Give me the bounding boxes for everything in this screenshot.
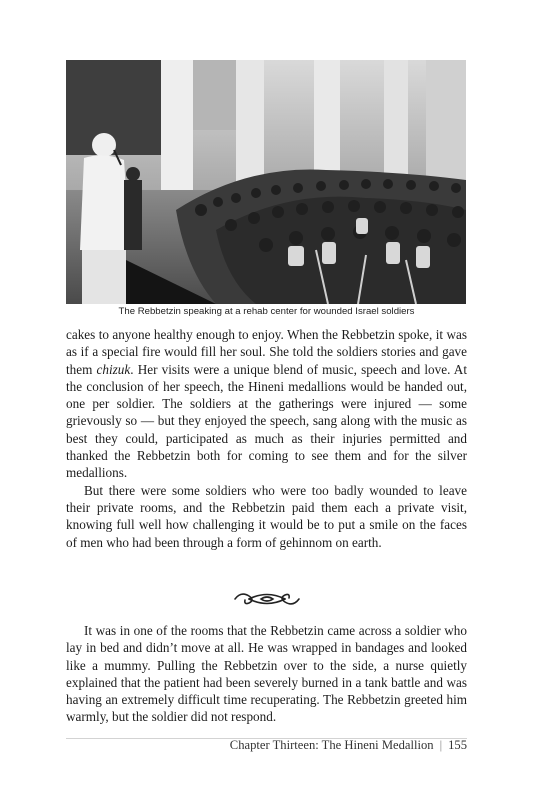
paragraph-text: . Her visits were a unique blend of music, speech and love. At the conclusion of her speech, the Hineni medallions would be handed out, one per soldier. The soldiers at the gatherings were injured — some grievously so — but they enjoyed the speech, sang along with the music as best they could, participated as much as their injuries permitted and thanked the Rebbetzin both for coming to see them and for the silver medallions. bbox=[66, 361, 467, 481]
body-text-bottom bbox=[66, 622, 467, 726]
body-text-top bbox=[66, 326, 467, 551]
paragraph bbox=[66, 326, 467, 482]
italic-term: chizuk bbox=[96, 361, 131, 377]
rehab-center-photo bbox=[66, 60, 466, 304]
footer-separator: | bbox=[439, 738, 443, 752]
paragraph: But there were some soldiers who were too badly wounded to leave their private rooms, and the Rebbetzin paid them each a private visit, knowing full well how challenging it would be to put a smile on the faces of men who had been through a form of gehinnom on earth. bbox=[66, 482, 467, 550]
paragraph-text: cakes to anyone healthy enough to enjoy. When the Rebbetzin spoke, it was as if a special fire would fill her soul. She told the soldiers stories and gave them bbox=[66, 327, 467, 377]
scroll-flourish-icon bbox=[231, 588, 303, 610]
chapter-title: Chapter Thirteen: The Hineni Medallion bbox=[229, 738, 434, 752]
photo-caption: The Rebbetzin speaking at a rehab center for wounded Israel soldiers bbox=[118, 306, 415, 317]
page-number: 155 bbox=[448, 738, 467, 752]
running-footer bbox=[230, 738, 467, 753]
paragraph: It was in one of the rooms that the Rebbetzin came across a soldier who lay in bed and didn’t move at all. He was wrapped in bandages and looked like a mummy. Pulling the Rebbetzin over to the side, a nurse quietly explained that the patient had been severely burned in a tank battle and was having an extremely difficult time recuperating. The Rebbetzin greeted him warmly, but the soldier did not respond. bbox=[66, 623, 467, 725]
